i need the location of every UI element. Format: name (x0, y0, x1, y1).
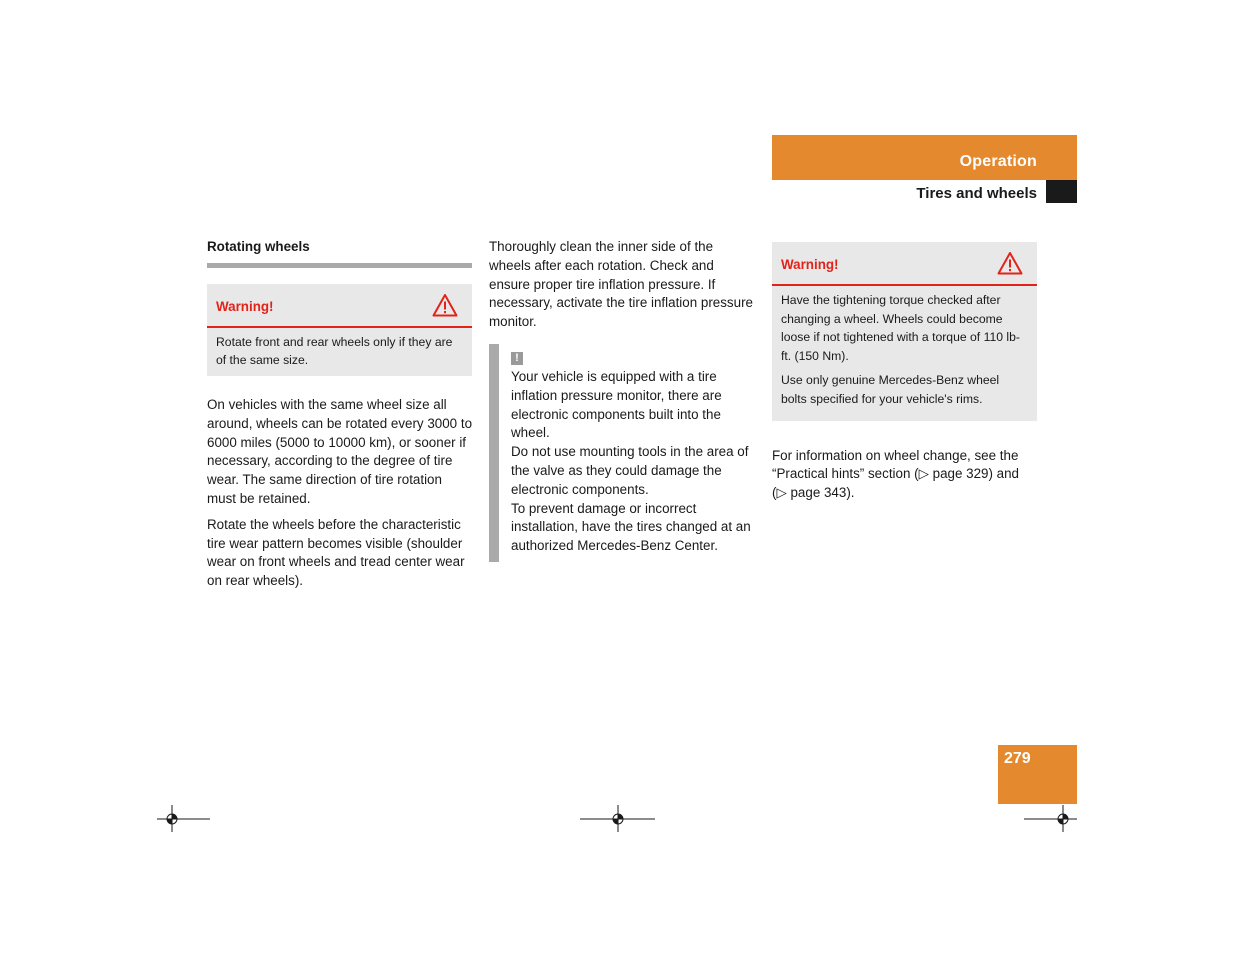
middle-column (489, 238, 755, 556)
left-column (207, 238, 472, 598)
paragraph: For information on wheel change, see the “Practical hints” section (▷ page 329) and (▷ page 343). (772, 447, 1019, 501)
warning-header (207, 284, 472, 328)
paragraph: Thoroughly clean the inner side of the wheels after each rotation. Check and ensure proper tire inflation pressure. If necessary, activate the tire inflation pressure monitor. (489, 239, 753, 330)
warning-paragraph: Have the tightening torque checked after changing a wheel. Wheels could become loose if not tightened with a torque of 110 lb-ft. (150 Nm). (781, 293, 1020, 363)
registration-mark-icon (155, 803, 211, 833)
subsection-title: Tires and wheels (916, 185, 1037, 202)
note-line: Your vehicle is equipped with a tire inflation pressure monitor, there are electronic components built into the wheel. (511, 368, 722, 441)
page-number-box (998, 745, 1077, 804)
section-header-bar (772, 135, 1077, 180)
warning-paragraph: Use only genuine Mercedes-Benz wheel bolts specified for your vehicle's rims. (781, 373, 1000, 406)
note-box (489, 344, 755, 556)
warning-box (772, 242, 1037, 421)
note-line: To prevent damage or incorrect installation, have the tires changed at an authorized Mercedes-Benz Center. (511, 500, 751, 554)
warning-triangle-icon (432, 293, 458, 317)
paragraph: On vehicles with the same wheel size all around, wheels can be rotated every 3000 to 6000 miles (5000 to 10000 km), or sooner if necessary, according to the degree of tire wear. The same direction of tire rotation must be retained. (207, 396, 473, 506)
exclamation-note-icon: ! (511, 352, 523, 365)
warning-text (772, 286, 1037, 421)
warning-text: Rotate front and rear wheels only if they are of the same size. (216, 334, 453, 368)
warning-title: Warning! (781, 257, 839, 272)
section-title: Operation (959, 153, 1037, 170)
warning-title: Warning! (216, 298, 274, 314)
registration-mark-icon (1023, 803, 1079, 833)
right-column (772, 242, 1037, 510)
registration-mark-icon (578, 803, 656, 833)
note-line: Do not use mounting tools in the area of the valve as they could damage the electronic components. (511, 444, 749, 497)
warning-triangle-icon (997, 251, 1023, 275)
warning-box (207, 284, 472, 376)
section-heading: Rotating wheels (207, 238, 472, 268)
note-bar (489, 344, 499, 562)
warning-header (772, 242, 1037, 286)
thumb-tab-marker (1046, 180, 1077, 203)
page-number: 279 (1004, 750, 1031, 767)
paragraph: Rotate the wheels before the characteristic tire wear pattern becomes visible (shoulder wear on front wheels and tread center wear on rear wheels). (207, 516, 465, 589)
